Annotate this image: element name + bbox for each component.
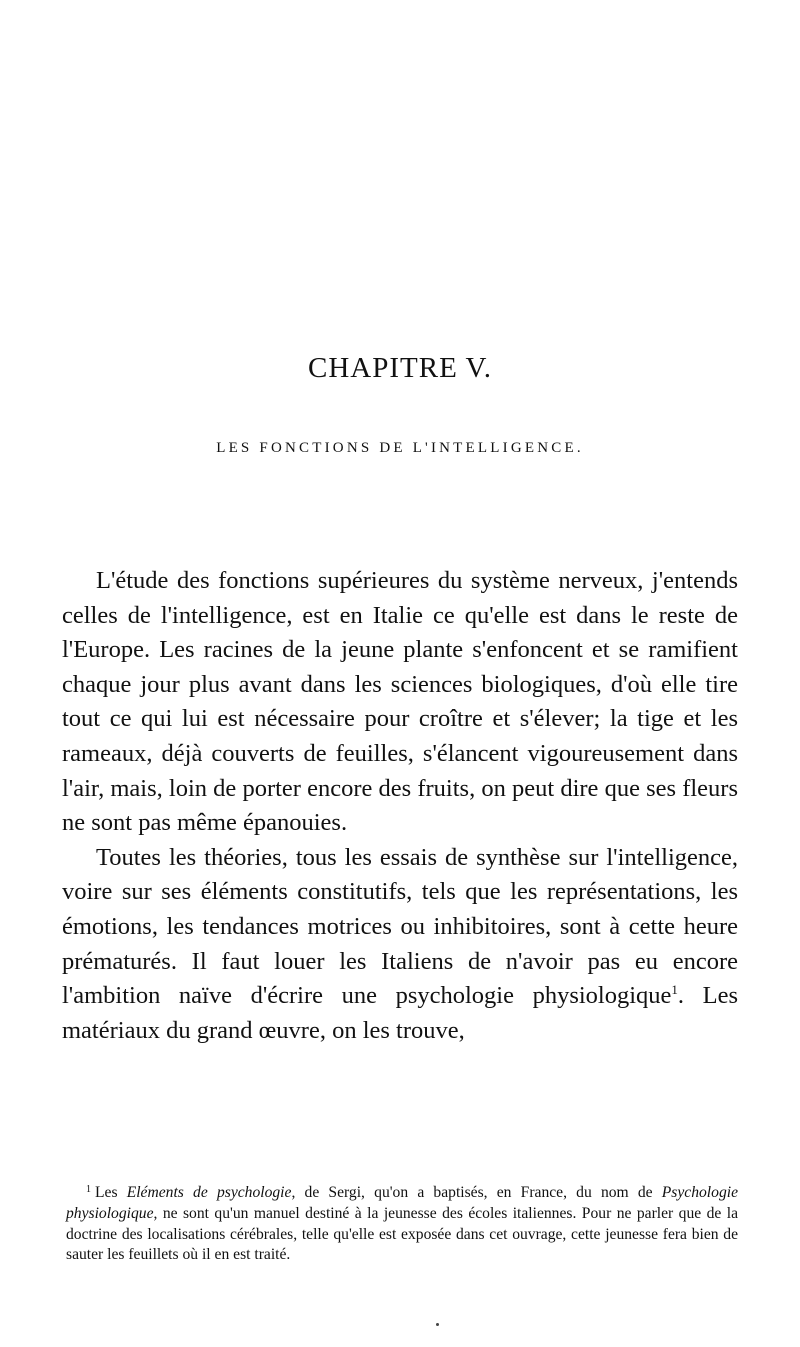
paragraph-2 <box>62 841 738 1049</box>
footnote-mid: , de Sergi, qu'on a baptisés, en France, du nom de <box>291 1184 662 1201</box>
footnote-1 <box>66 1180 738 1266</box>
main-text <box>62 564 738 1048</box>
footnote-book-title-1: Eléments de psychologie <box>126 1184 292 1201</box>
print-speck <box>436 1323 439 1326</box>
chapter-title: CHAPITRE V. <box>308 352 492 384</box>
footnote-lead: Les <box>95 1184 127 1201</box>
footnote-reference: 1 <box>671 981 678 997</box>
footnote-rest: , ne sont qu'un manuel destiné à la jeunesse des écoles italiennes. Pour ne parler que de la doctrine des localisations cérébrales, telle qu'elle est exposée dans cet ouvrage, cette jeunesse fera bien de sauter les feuillets où il en est traité. <box>66 1204 738 1264</box>
paragraph-2-tail: . Les matériaux du grand œuvre, on les trouve, <box>62 982 739 1044</box>
paragraph-2-text: Toutes les théories, tous les essais de synthèse sur l'intelligence, voire sur ses éléments constitutifs, tels que les représentations, les émotions, les tendances motrices ou inhibitoires, sont à cette heure prématurés. Il faut louer les Italiens de n'avoir pas eu encore l'ambition naïve d'écrire une psychologie physiologique <box>62 843 738 1010</box>
footnote-marker: 1 <box>86 1184 91 1195</box>
footnotes <box>66 1180 738 1266</box>
paragraph-1: L'étude des fonctions supérieures du système nerveux, j'entends celles de l'intelligence, est en Italie ce qu'elle est dans le reste de l'Europe. Les racines de la jeune plante s'enfoncent et se ramifient chaque jour plus avant dans les sciences biologiques, d'où elle tire tout ce qui lui est nécessaire pour croître et s'élever; la tige et les rameaux, déjà couverts de feuilles, s'élancent vigoureusement dans l'air, mais, loin de porter encore des fruits, on peut dire que ses fleurs ne sont pas même épanouies. <box>62 567 738 837</box>
footnote-book-title-2: Psychologie physiologique <box>66 1184 738 1222</box>
chapter-subtitle: LES FONCTIONS DE L'INTELLIGENCE. <box>216 440 584 456</box>
